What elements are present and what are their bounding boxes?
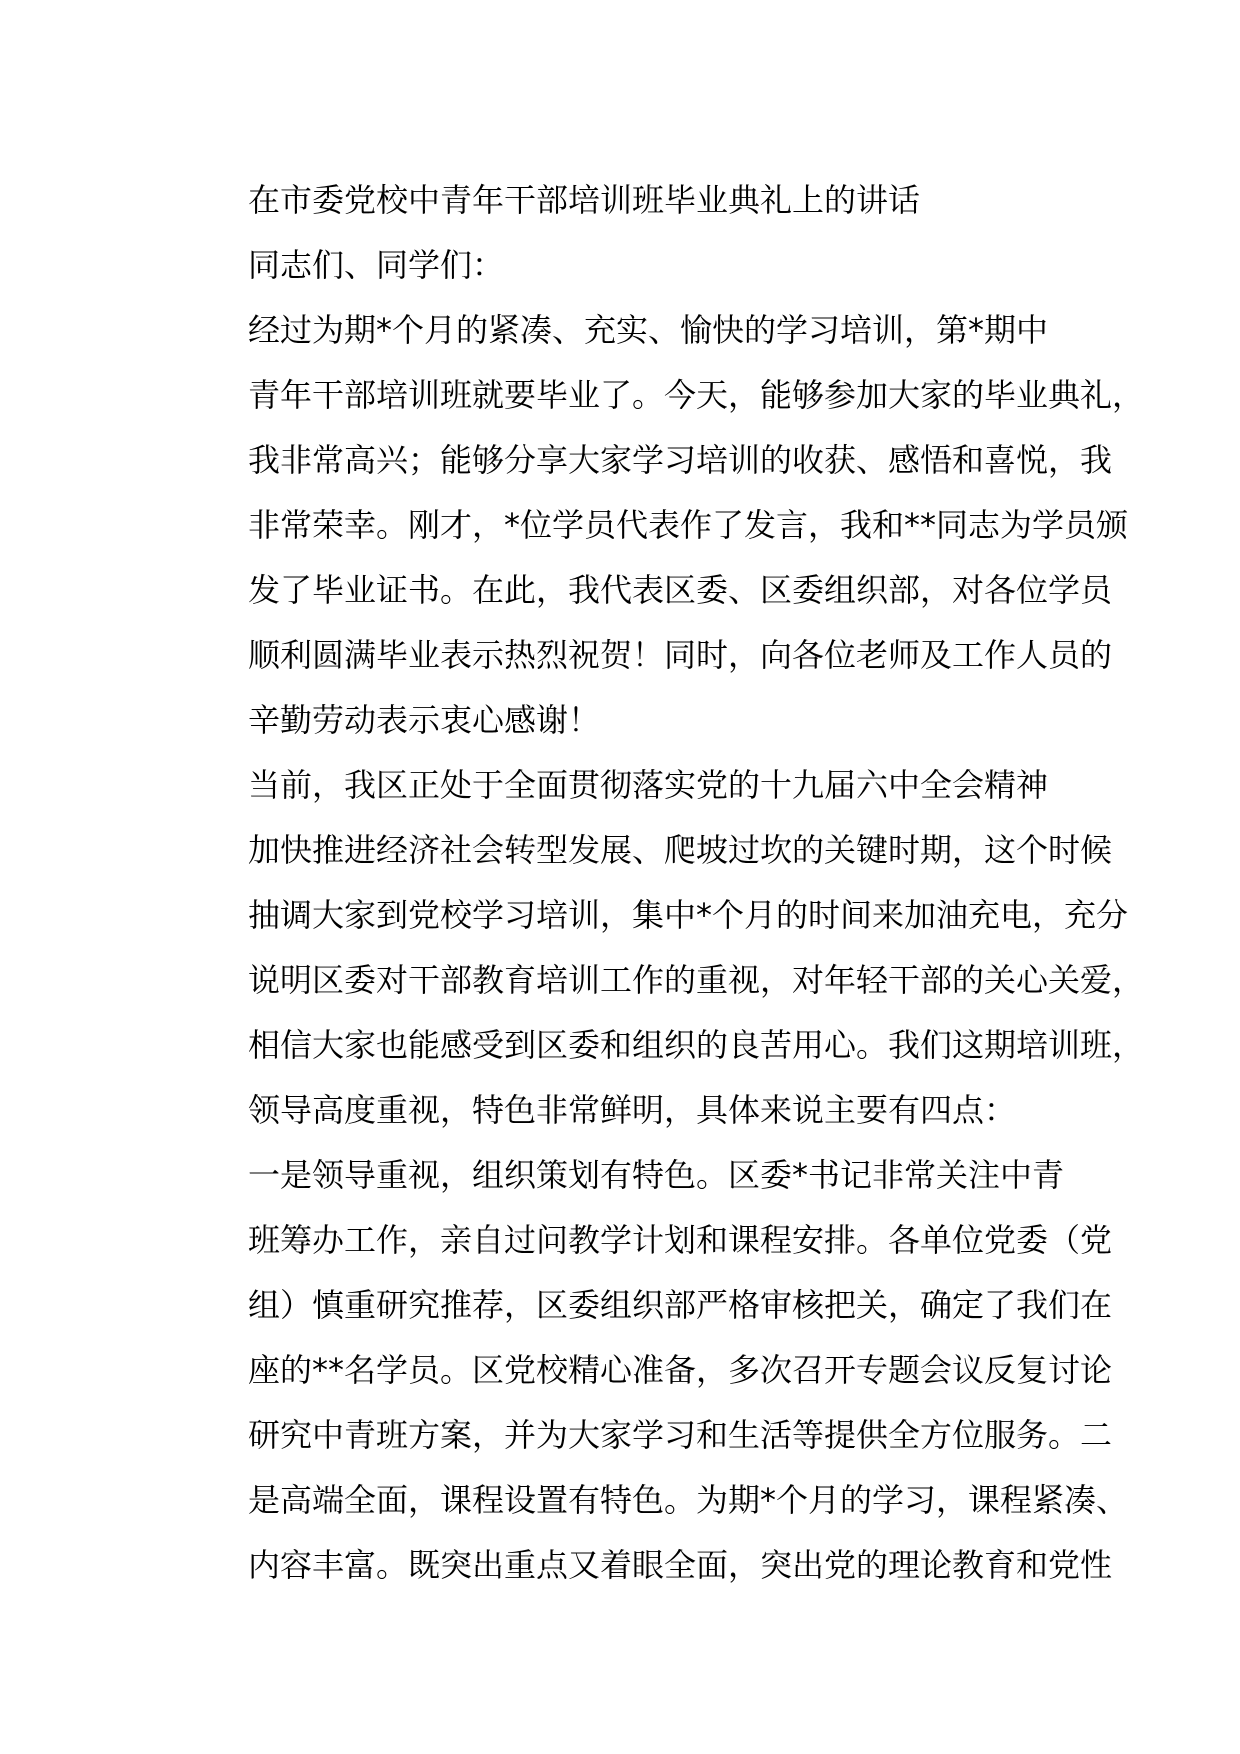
paragraph-3 xyxy=(186,1143,1129,1598)
paragraph-line: 青年干部培训班就要毕业了。今天，能够参加大家的毕业典礼， xyxy=(248,376,1145,414)
paragraph-line: 领导高度重视，特色非常鲜明，具体来说主要有四点： xyxy=(248,1091,1017,1129)
paragraph-line: 组）慎重研究推荐，区委组织部严格审核把关，确定了我们在 xyxy=(248,1286,1113,1324)
paragraph-line: 相信大家也能感受到区委和组织的良苦用心。我们这期培训班， xyxy=(248,1026,1145,1064)
paragraph-line: 经过为期*个月的紧凑、充实、愉快的学习培训，第*期中 xyxy=(248,311,1049,349)
paragraph-2 xyxy=(186,753,1145,1143)
paragraph-line: 加快推进经济社会转型发展、爬坡过坎的关键时期，这个时候 xyxy=(248,831,1113,869)
salutation-line: 同志们、同学们： xyxy=(248,246,505,284)
paragraph-1 xyxy=(186,298,1145,753)
paragraph-line: 抽调大家到党校学习培训，集中*个月的时间来加油充电，充分 xyxy=(248,896,1129,934)
paragraph-line: 当前，我区正处于全面贯彻落实党的十九届六中全会精神 xyxy=(248,766,1049,804)
paragraph-line: 说明区委对干部教育培训工作的重视，对年轻干部的关心关爱， xyxy=(248,961,1145,999)
paragraph-line: 内容丰富。既突出重点又着眼全面，突出党的理论教育和党性 xyxy=(248,1546,1113,1584)
paragraph-line: 发了毕业证书。在此，我代表区委、区委组织部，对各位学员 xyxy=(248,571,1113,609)
paragraph-line: 研究中青班方案，并为大家学习和生活等提供全方位服务。二 xyxy=(248,1416,1113,1454)
salutation xyxy=(186,233,1076,298)
paragraph-line: 一是领导重视，组织策划有特色。区委*书记非常关注中青 xyxy=(248,1156,1065,1194)
paragraph-line: 辛勤劳动表示衷心感谢！ xyxy=(248,701,601,739)
paragraph-line: 是高端全面，课程设置有特色。为期*个月的学习，课程紧凑、 xyxy=(248,1481,1129,1519)
title-line: 在市委党校中青年干部培训班毕业典礼上的讲话 xyxy=(248,181,921,219)
paragraph-line: 顺利圆满毕业表示热烈祝贺！同时，向各位老师及工作人员的 xyxy=(248,636,1113,674)
document-title xyxy=(186,168,1076,233)
paragraph-line: 我非常高兴；能够分享大家学习培训的收获、感悟和喜悦，我 xyxy=(248,441,1113,479)
paragraph-line: 班筹办工作，亲自过问教学计划和课程安排。各单位党委（党 xyxy=(248,1221,1113,1259)
document-body xyxy=(186,168,1145,1598)
paragraph-line: 非常荣幸。刚才，*位学员代表作了发言，我和**同志为学员颁 xyxy=(248,506,1129,544)
paragraph-line: 座的**名学员。区党校精心准备，多次召开专题会议反复讨论 xyxy=(248,1351,1113,1389)
